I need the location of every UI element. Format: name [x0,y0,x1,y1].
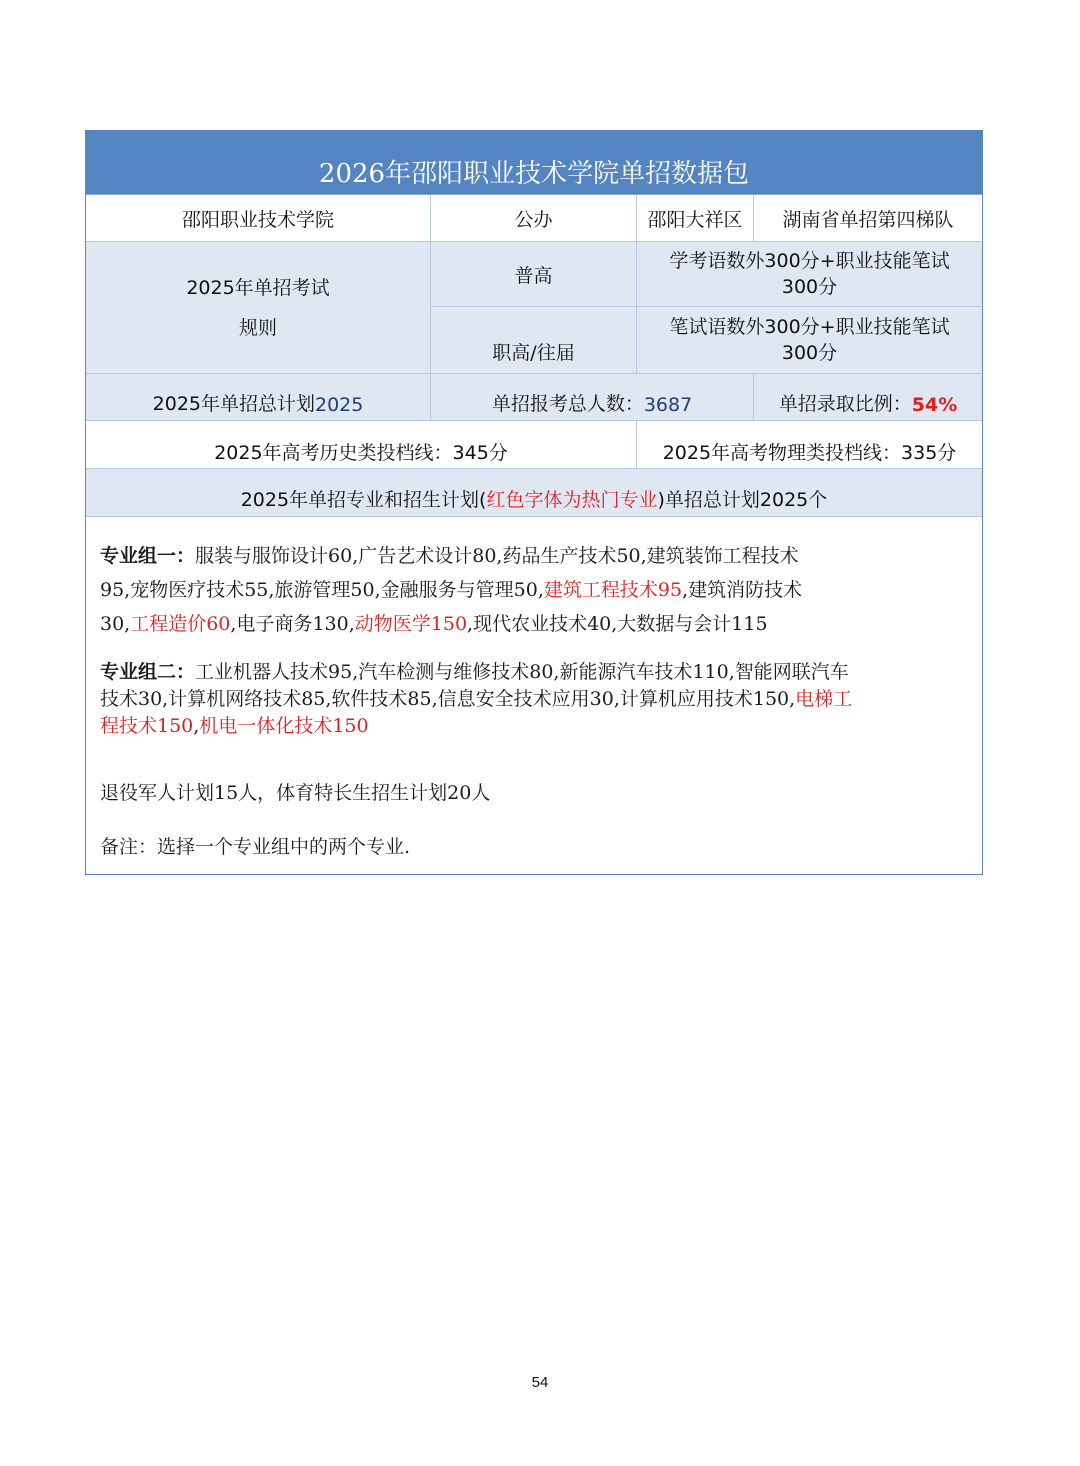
page-number: 54 [531,1374,549,1391]
major-group-2 [100,659,968,740]
track1-desc [637,242,982,307]
applicants-value: 3687 [643,394,693,416]
group1-hot-major: 建筑工程技术95 [543,579,683,601]
group1-text-2b: ,建筑消防技术 [682,579,803,601]
track2-desc-line2: 300分 [781,342,838,364]
track1-desc-line1: 学考语数外300分+职业技能笔试 [669,250,950,272]
admission-ratio [754,374,982,421]
track1-name: 普高 [431,242,637,307]
history-cutoff: 2025年高考历史类投档线：345分 [86,421,637,469]
track2-name: 职高/往届 [431,307,637,374]
rules-label-line1: 2025年单招考试 [186,276,330,299]
group1-text-3b: ,电子商务130, [230,613,355,635]
group1-line2 [100,573,968,607]
group2-line3 [100,713,968,740]
plan-header-suffix: )单招总计划2025个 [657,489,828,511]
group1-line3 [100,607,968,641]
group2-line1 [100,659,968,686]
group1-hot-major: 动物医学150 [354,613,468,635]
school-type: 公办 [431,195,637,242]
applicants-total [431,374,754,421]
group1-text-3a: 30, [100,613,131,635]
group2-text-2a: 技术30,计算机网络技术85,软件技术85,信息安全技术应用30,计算机应用技术150, [100,688,796,710]
group1-label: 专业组一： [100,545,196,567]
major-group-1 [100,539,968,641]
plan-total-value: 2025 [315,394,364,416]
track2-desc [637,307,982,374]
group1-line1 [100,539,968,573]
plan-header [86,469,982,517]
ratio-value: 54% [911,394,958,416]
special-plan: 退役军人计划15人，体育特长生招生计划20人 [100,782,491,804]
school-location: 邵阳大祥区 [637,195,754,242]
group1-text-1: 服装与服饰设计60,广告艺术设计80,药品生产技术50,建筑装饰工程技术 [195,545,799,567]
major-plan-notes [86,517,982,874]
group2-line2 [100,686,968,713]
school-tier: 湖南省单招第四梯队 [754,195,982,242]
plan-header-prefix: 2025年单招专业和招生计划( [240,489,487,511]
track2-desc-line1: 笔试语数外300分+职业技能笔试 [669,316,950,338]
ratio-label: 单招录取比例： [778,393,912,415]
rules-label [86,242,431,374]
group1-hot-major: 工程造价60 [130,613,231,635]
school-name: 邵阳职业技术学院 [86,195,431,242]
group2-label: 专业组二： [100,661,196,683]
sheet-title: 2026年邵阳职业技术学院单招数据包 [86,131,982,195]
remark: 备注：选择一个专业组中的两个专业. [100,836,411,858]
group2-hot-major: 机电一体化技术150 [199,715,369,737]
group1-text-2a: 95,宠物医疗技术55,旅游管理50,金融服务与管理50, [100,579,544,601]
applicants-label: 单招报考总人数： [491,393,644,415]
group2-hot-major: 电梯工 [795,688,853,710]
physics-cutoff: 2025年高考物理类投档线：335分 [637,421,982,469]
group2-text-1: 工业机器人技术95,汽车检测与维修技术80,新能源汽车技术110,智能网联汽车 [195,661,849,683]
group2-text-3b: , [193,715,200,737]
plan-header-hot-note: 红色字体为热门专业 [486,489,658,511]
info-grid [86,195,982,517]
group2-hot-major: 程技术150 [100,715,194,737]
data-sheet [85,130,983,875]
plan-total-label: 2025年单招总计划 [152,393,315,415]
group1-text-3c: ,现代农业技术40,大数据与会计115 [467,613,768,635]
track1-desc-line2: 300分 [781,276,838,298]
plan-total [86,374,431,421]
rules-label-line2: 规则 [238,316,277,339]
